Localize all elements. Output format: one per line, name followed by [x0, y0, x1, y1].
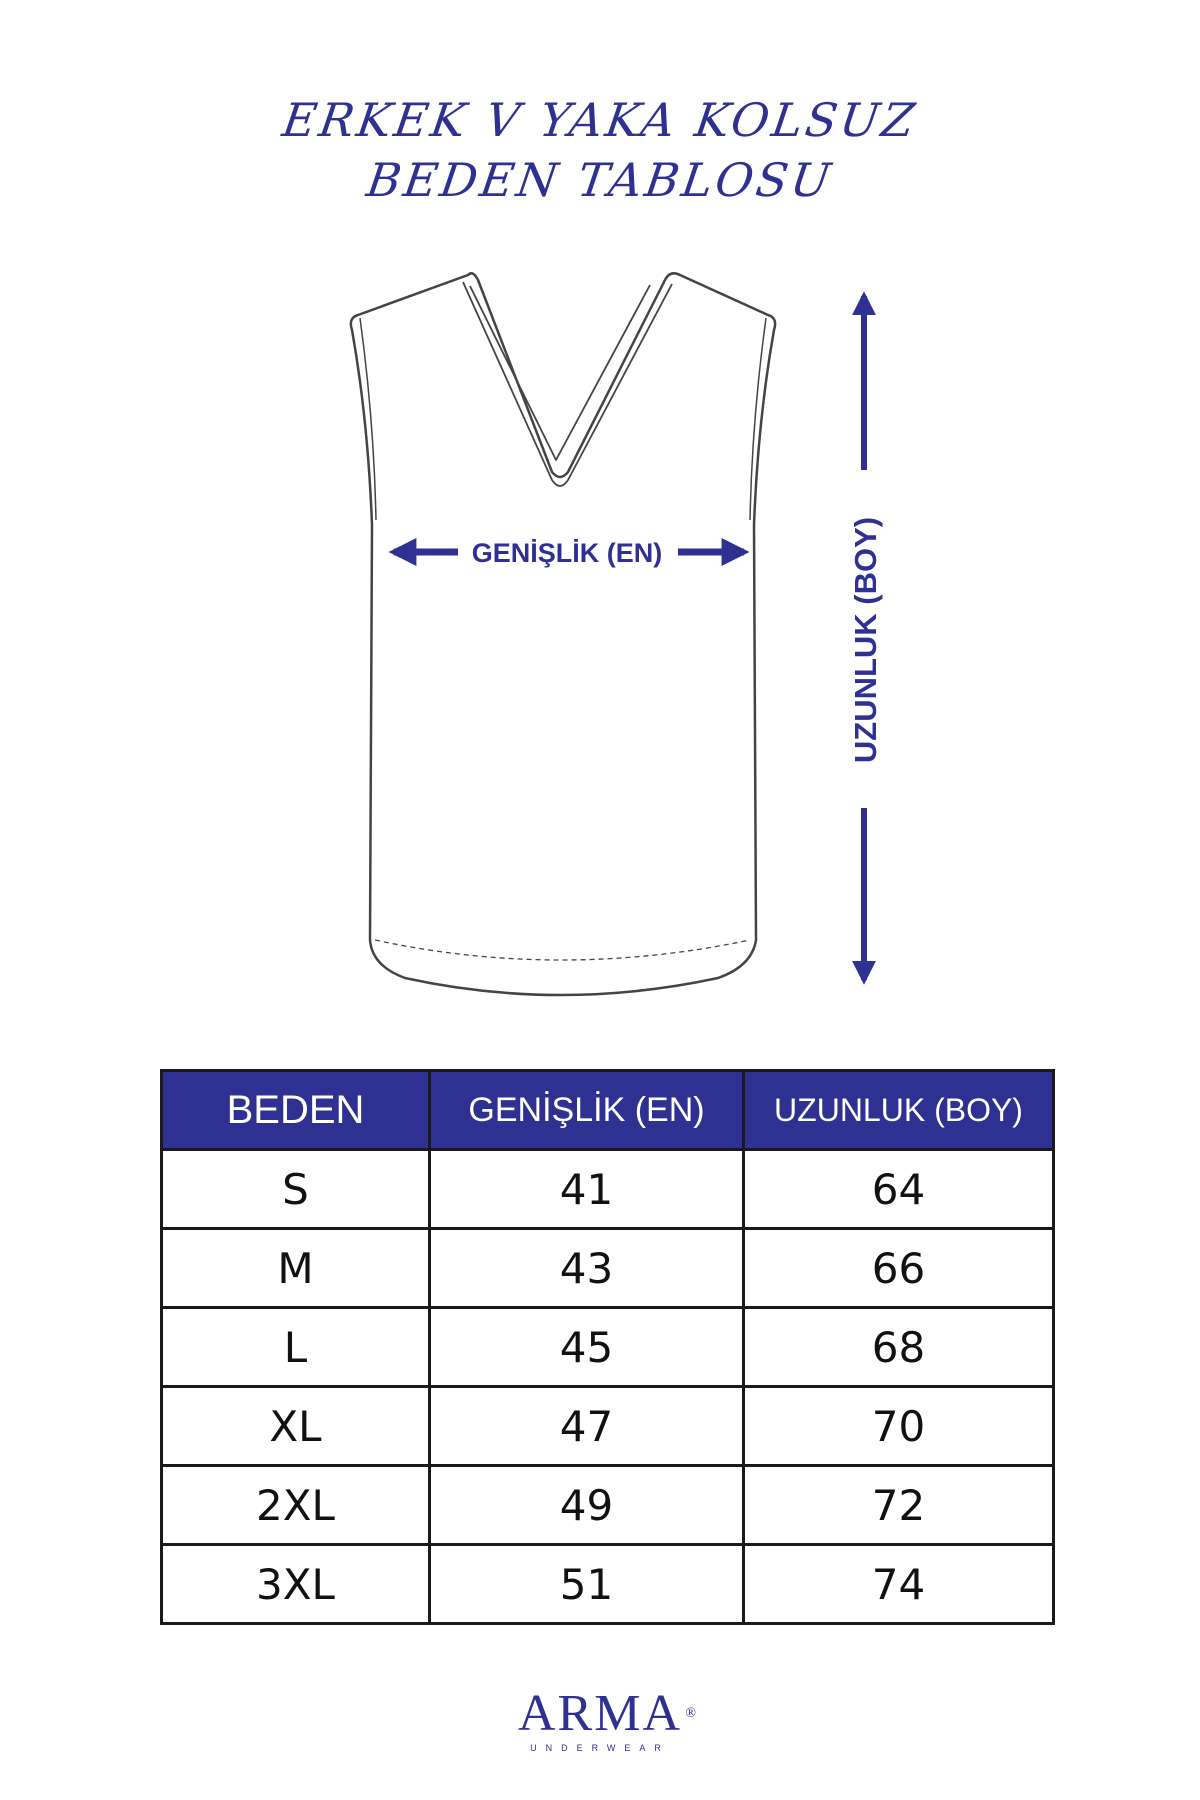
width-cell: 49: [430, 1466, 744, 1545]
header-size: BEDEN: [162, 1071, 430, 1150]
size-cell: XL: [162, 1387, 430, 1466]
length-cell: 66: [744, 1229, 1054, 1308]
length-cell: 70: [744, 1387, 1054, 1466]
width-cell: 51: [430, 1545, 744, 1624]
table-row: [162, 1150, 1054, 1229]
table-row: [162, 1466, 1054, 1545]
brand-tagline: UNDERWEAR: [530, 1743, 670, 1753]
brand-name-text: ARMA: [517, 1685, 683, 1742]
width-cell: 45: [430, 1308, 744, 1387]
table-row: [162, 1545, 1054, 1624]
brand-logo: [0, 1686, 1200, 1754]
table-header-row: [162, 1071, 1054, 1150]
page-title-line2: BEDEN TABLOSU: [363, 153, 837, 207]
length-cell: 72: [744, 1466, 1054, 1545]
registered-mark: ®: [685, 1706, 699, 1721]
header-width: GENİŞLİK (EN): [430, 1071, 744, 1150]
length-cell: 64: [744, 1150, 1054, 1229]
table-row: [162, 1387, 1054, 1466]
size-cell: L: [162, 1308, 430, 1387]
table-row: [162, 1308, 1054, 1387]
length-cell: 68: [744, 1308, 1054, 1387]
size-cell: 3XL: [162, 1545, 430, 1624]
width-cell: 43: [430, 1229, 744, 1308]
width-cell: 47: [430, 1387, 744, 1466]
brand-name: [517, 1685, 699, 1742]
header-length: UZUNLUK (BOY): [744, 1071, 1054, 1150]
width-cell: 41: [430, 1150, 744, 1229]
page-title-line1: ERKEK V YAKA KOLSUZ: [279, 93, 921, 147]
length-cell: 74: [744, 1545, 1054, 1624]
width-label: GENİŞLİK (EN): [471, 538, 663, 568]
size-cell: M: [162, 1229, 430, 1308]
size-chart-table: [160, 1069, 1055, 1625]
size-cell: S: [162, 1150, 430, 1229]
table-row: [162, 1229, 1054, 1308]
length-label: UZUNLUK (BOY): [848, 516, 883, 764]
tank-top-outline: [351, 273, 775, 995]
size-cell: 2XL: [162, 1466, 430, 1545]
